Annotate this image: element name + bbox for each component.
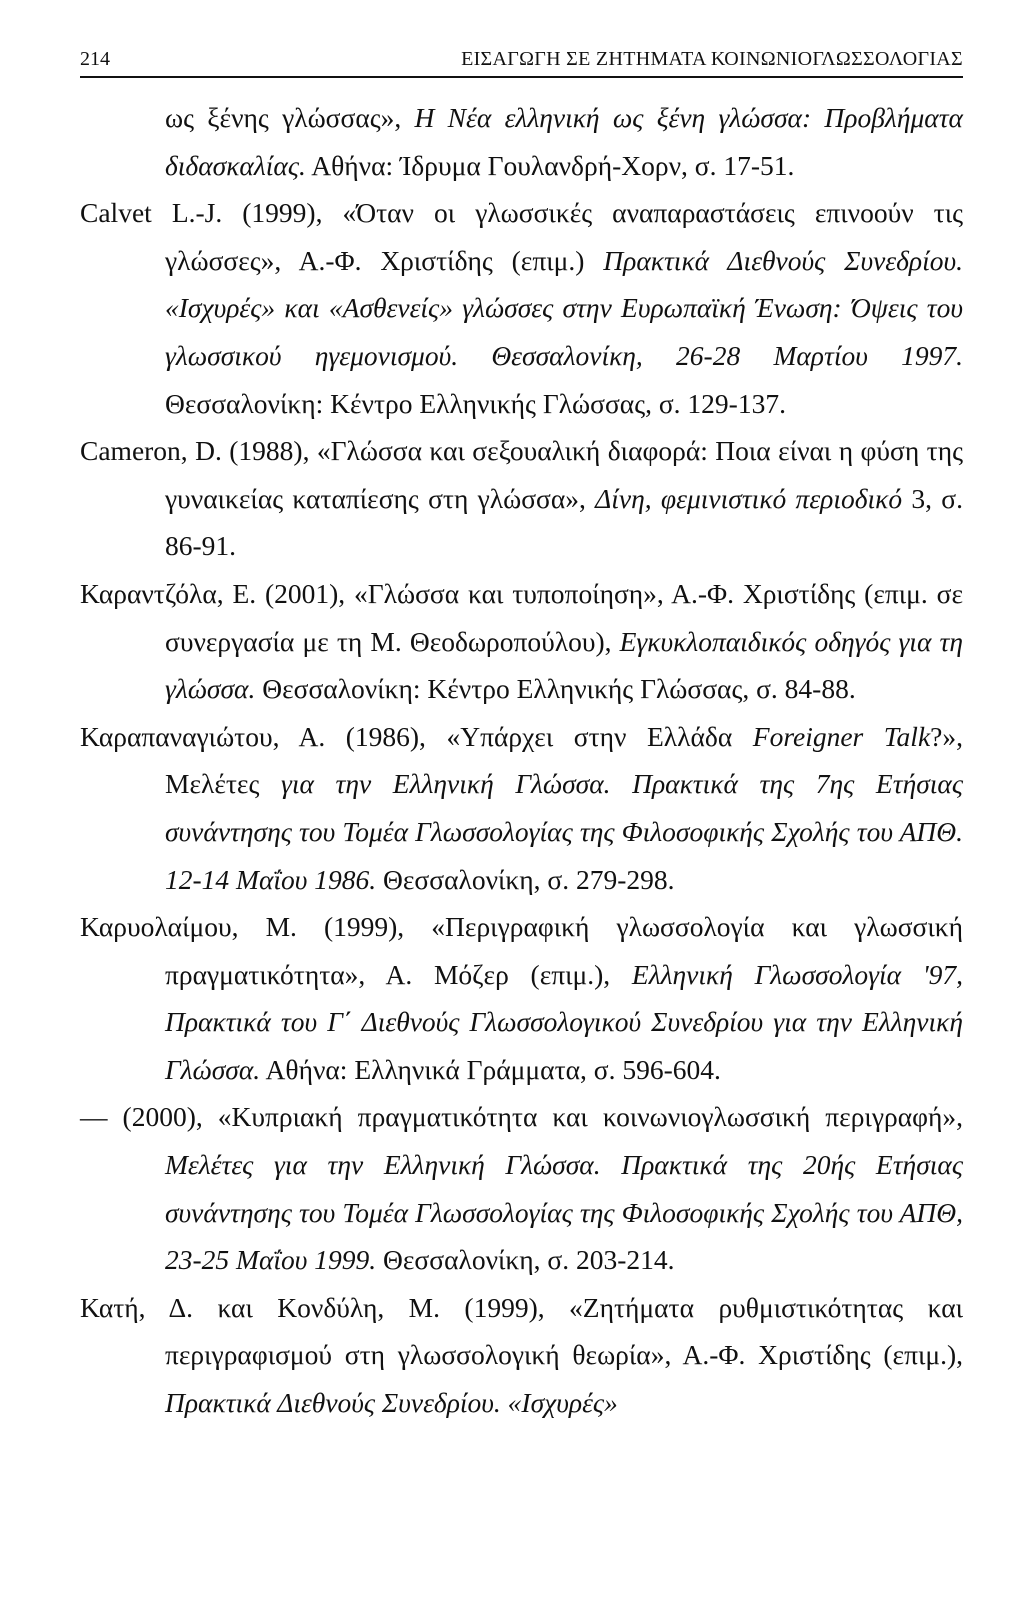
running-title: ΕΙΣΑΓΩΓΗ ΣΕ ΖΗΤΗΜΑΤΑ ΚΟΙΝΩΝΙΟΓΛΩΣΣΟΛΟΓΙΑΣ <box>461 48 963 70</box>
bibliography-entry: — (2000), «Κυπριακή πραγματικότητα και κοινωνιογλωσσική περιγραφή», Μελέτες για την Ελληνική Γλώσσα. Πρακτικά της 20ής Ετήσιας συνάντησης του Τομέα Γλωσσολογίας της Φιλοσοφικής Σχολής του ΑΠΘ, 23-25 Μαΐου 1999. Θεσσαλονίκη, σ. 203-214. <box>80 1101 963 1276</box>
bibliography <box>80 94 963 1427</box>
bibliography-entry: ως ξένης γλώσσας», Η Νέα ελληνική ως ξένη γλώσσα: Προβλήματα διδασκαλίας. Αθήνα: Ίδρυμα Γουλανδρή-Χορν, σ. 17-51. <box>165 102 963 181</box>
bibliography-entry: Κατή, Δ. και Κονδύλη, Μ. (1999), «Ζητήματα ρυθμιστικότητας και περιγραφισμού στη γλωσσολογική θεωρία», Α.-Φ. Χριστίδης (επιμ.), Πρακτικά Διεθνούς Συνεδρίου. «Ισχυρές» <box>80 1291 963 1419</box>
bibliography-entry: Καρυολαίμου, Μ. (1999), «Περιγραφική γλωσσολογία και γλωσσική πραγματικότητα», Α. Μόζερ (επιμ.), Ελληνική Γλωσσολογία '97, Πρακτικά του Γ΄ Διεθνούς Γλωσσολογικού Συνεδρίου για την Ελληνική Γλώσσα. Αθήνα: Ελληνικά Γράμματα, σ. 596-604. <box>80 911 963 1085</box>
page-number: 214 <box>80 48 110 70</box>
bibliography-entry: Cameron, D. (1988), «Γλώσσα και σεξουαλική διαφορά: Ποια είναι η φύση της γυναικείας καταπίεσης στη γλώσσα», Δίνη, φεμινιστικό περιοδικό 3, σ. 86-91. <box>80 435 963 562</box>
bibliography-entry: Καραντζόλα, Ε. (2001), «Γλώσσα και τυποποίηση», Α.-Φ. Χριστίδης (επιμ. σε συνεργασία με τη Μ. Θεοδωροπούλου), Εγκυκλοπαιδικός οδηγός για τη γλώσσα. Θεσσαλονίκη: Κέντρο Ελληνικής Γλώσσας, σ. 84-88. <box>80 577 963 705</box>
bibliography-entry: Καραπαναγιώτου, Α. (1986), «Υπάρχει στην Ελλάδα Foreigner Talk?», Μελέτες για την Ελληνική Γλώσσα. Πρακτικά της 7ης Ετήσιας συνάντησης του Τομέα Γλωσσολογίας της Φιλοσοφικής Σχολής του ΑΠΘ. 12-14 Μαΐου 1986. Θεσσαλονίκη, σ. 279-298. <box>80 720 964 895</box>
bibliography-entry: Calvet L.-J. (1999), «Όταν οι γλωσσικές αναπαραστάσεις επινοούν τις γλώσσες», Α.-Φ. Χριστίδης (επιμ.) Πρακτικά Διεθνούς Συνεδρίου. «Ισχυρές» και «Ασθενείς» γλώσσες στην Ευρωπαϊκή Ένωση: Όψεις του γλωσσικού ηγεμονισμού. Θεσσαλονίκη, 26-28 Μαρτίου 1997. Θεσσαλονίκη: Κέντρο Ελληνικής Γλώσσας, σ. 129-137. <box>80 197 963 419</box>
running-header <box>80 46 963 78</box>
